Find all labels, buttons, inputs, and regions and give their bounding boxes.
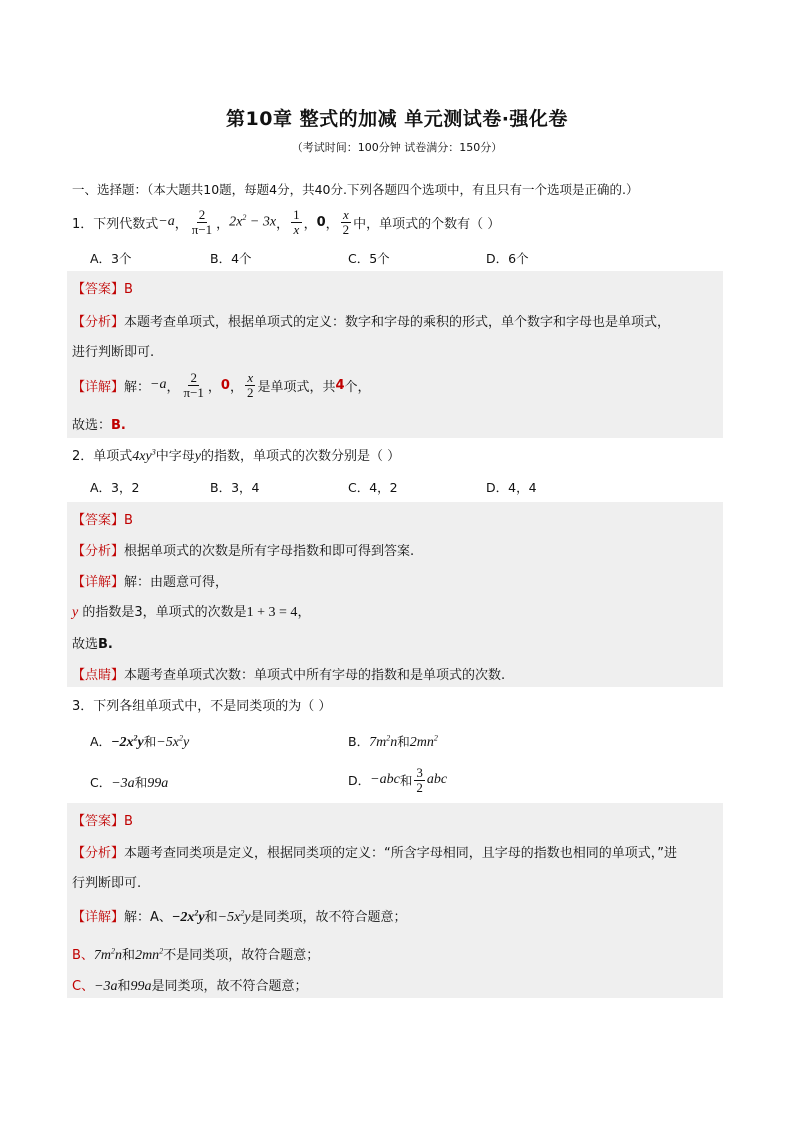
- q1-detail: 【详解】 解： −a ， $\frac{2}{\pi-1}$ ， 0 ， $\frac{x}{2}$ 是单项式，共 4 个，: [72, 369, 371, 400]
- q1-frac-1: $\frac{2}{\pi-1}$: [191, 206, 213, 237]
- question-3-stem: 3．下列各组单项式中，不是同类项的为（ ）: [72, 699, 332, 714]
- q1-option-c[interactable]: C．5个: [348, 251, 390, 266]
- q3-detail-b: B、$7m^2n$和$2mn^2$不是同类项，故符合题意；: [72, 946, 320, 963]
- q3-option-c[interactable]: C．−3a和99a: [90, 775, 169, 791]
- q2-analysis: 【分析】根据单项式的次数是所有字母指数和即可得到答案.: [72, 544, 415, 559]
- q1-analysis-line2: 进行判断即可.: [72, 345, 155, 360]
- q1-option-a[interactable]: A．3个: [90, 251, 132, 266]
- q1-zero: 0: [316, 214, 326, 230]
- q3-option-d[interactable]: D． −abc 和 $\frac{3}{2}$ abc: [348, 764, 448, 795]
- q1-frac-2: $\frac{1}{x}$: [293, 206, 300, 237]
- q2-option-b[interactable]: B．3，4: [210, 480, 260, 495]
- question-1-stem: 1．下列代数式 −a ， $\frac{2}{\pi-1}$ ， $2x^2 - 3x$ ， $\frac{1}{x}$ ， 0 ， $\frac{x}{2}$ 中，单项式的个数有（ ）: [72, 206, 501, 237]
- q3-analysis-line2: 行判断即可.: [72, 876, 142, 891]
- q1-answer: 【答案】B: [72, 282, 133, 297]
- q2-expr: $4xy^3$: [132, 447, 156, 464]
- q3-detail-a: 【详解】解：A、$-2x^2y$和$-5x^2y$是同类项，故不符合题意；: [72, 908, 407, 925]
- q3-option-a[interactable]: A．$-2x^2y$和$-5x^2y$: [90, 733, 190, 750]
- q2-option-c[interactable]: C．4，2: [348, 480, 398, 495]
- q2-option-d[interactable]: D．4，4: [486, 480, 537, 495]
- q2-detail-line2: y 的指数是3，单项式的次数是1 + 3 = 4，: [72, 605, 311, 620]
- q1-solution-box: [67, 271, 723, 438]
- q2-choose: 故选B.: [72, 637, 113, 652]
- page-title: 第10章 整式的加减 单元测试卷·强化卷: [226, 108, 568, 130]
- q3-answer: 【答案】B: [72, 814, 133, 829]
- q2-detail: 【详解】解：由题意可得，: [72, 575, 229, 590]
- q1-prefix: 1．下列代数式: [72, 216, 159, 232]
- section-heading: 一、选择题：（本大题共10题，每题4分，共40分.下列各题四个选项中，有且只有一个选项是正确的.）: [72, 182, 639, 197]
- exam-info: （考试时间：100分钟 试卷满分：150分）: [291, 141, 503, 154]
- q3-detail-c: C、−3a和99a是同类项，故不符合题意；: [72, 979, 308, 994]
- q3-solution-box: [67, 803, 723, 998]
- q2-solution-box: [67, 502, 723, 687]
- question-2-stem: 2．单项式$4xy^3$中字母y的指数，单项式的次数分别是（ ）: [72, 447, 401, 464]
- q1-option-b[interactable]: B．4个: [210, 251, 252, 266]
- q1-suffix: 中，单项式的个数有（ ）: [353, 216, 501, 232]
- q1-choose: 故选：B.: [72, 418, 126, 433]
- q1-expr-b: $2x^2 - 3x$: [229, 213, 277, 230]
- q1-frac-3: $\frac{x}{2}$: [342, 206, 350, 237]
- q3-analysis: 【分析】本题考查同类项是定义，根据同类项的定义：“所含字母相同，且字母的指数也相同的单项式，”进: [72, 846, 677, 861]
- q1-analysis: 【分析】本题考查单项式，根据单项式的定义：数字和字母的乘积的形式，单个数字和字母也是单项式，: [72, 315, 671, 330]
- q1-expr-a: −a: [158, 214, 175, 229]
- q3-option-b[interactable]: B．$7m^2n$和$2mn^2$: [348, 733, 438, 750]
- q2-option-a[interactable]: A．3，2: [90, 480, 140, 495]
- q2-answer: 【答案】B: [72, 513, 133, 528]
- q2-comment: 【点睛】本题考查单项式次数：单项式中所有字母的指数和是单项式的次数.: [72, 668, 506, 683]
- q1-option-d[interactable]: D．6个: [486, 251, 529, 266]
